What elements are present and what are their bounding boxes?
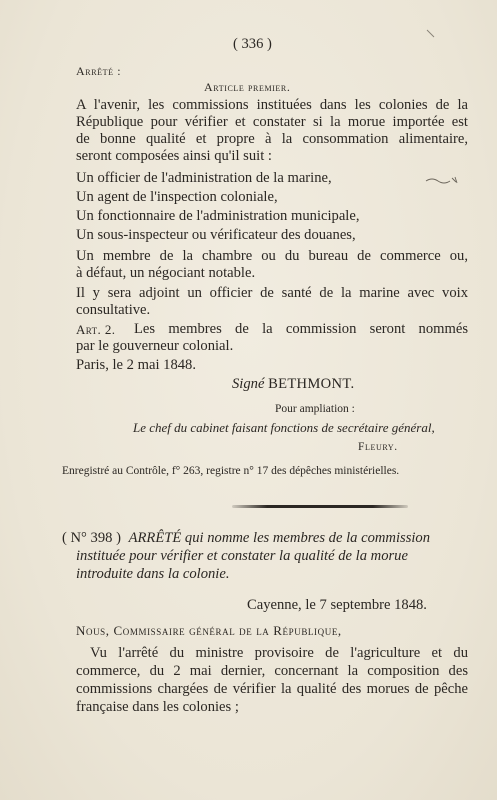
- member-5-line: à défaut, un négociant notable.: [76, 265, 256, 281]
- signed-name: BETHMONT.: [268, 376, 355, 392]
- member-line: Un sous-inspecteur ou vérificateur des douanes,: [76, 227, 356, 243]
- vu-line: française dans les colonies ;: [76, 699, 239, 715]
- signature-line: [232, 376, 354, 393]
- margin-tick-mark: [425, 28, 437, 40]
- article-heading: Article premier.: [204, 80, 291, 94]
- member-5-line: Un membre de la chambre ou du bureau de commerce ou,: [76, 248, 468, 264]
- margin-ink-mark: [422, 174, 462, 186]
- section-divider: [232, 505, 408, 508]
- decree-number: ( N° 398 ): [62, 530, 121, 546]
- member-line: Un fonctionnaire de l'administration municipale,: [76, 208, 360, 224]
- member-line: Un agent de l'inspection coloniale,: [76, 189, 278, 205]
- cayenne-date: Cayenne, le 7 septembre 1848.: [247, 597, 427, 613]
- vu-line: Vu l'arrêté du ministre provisoire de l'agriculture et du: [90, 645, 468, 661]
- ampliation-label: Pour ampliation :: [275, 403, 355, 415]
- paragraph-1-line: République pour vérifier et constater si la morue importée est: [76, 114, 468, 130]
- page-number: ( 336 ): [233, 36, 272, 52]
- chef-name: Fleury.: [358, 441, 398, 453]
- article-2-line: Les membres de la commission seront nommés: [134, 321, 468, 337]
- decree-title-text: ARRÊTÉ qui nomme les membres de la commission: [128, 530, 431, 546]
- article-2-line: par le gouverneur colonial.: [76, 338, 234, 354]
- vu-line: commerce, du 2 mai dernier, concernant la composition des: [76, 663, 468, 679]
- member-line: Un officier de l'administration de la marine,: [76, 170, 332, 186]
- chef-title: Le chef du cabinet faisant fonctions de secrétaire général,: [133, 420, 435, 435]
- place-date: Paris, le 2 mai 1848.: [76, 357, 196, 373]
- paragraph-2-line: consultative.: [76, 302, 151, 318]
- paragraph-1-line: seront composées ainsi qu'il suit :: [76, 148, 272, 164]
- signed-label: Signé: [232, 376, 265, 392]
- decree-title-line-1: [62, 530, 430, 547]
- nous-line: Nous, Commissaire général de la République,: [76, 623, 342, 638]
- decree-title-line: introduite dans la colonie.: [76, 566, 230, 582]
- paragraph-1-line: de bonne qualité et propre à la consommation alimentaire,: [76, 131, 468, 147]
- decree-title-line: instituée pour vérifier et constater la qualité de la morue: [76, 548, 408, 564]
- paragraph-1-line: A l'avenir, les commissions instituées dans les colonies de la: [76, 97, 468, 113]
- paragraph-2-line: Il y sera adjoint un officier de santé de la marine avec voix: [76, 285, 468, 301]
- article-2-label: Art. 2.: [76, 322, 116, 337]
- vu-line: commissions chargées de vérifier la qualité des morues de pêche: [76, 681, 468, 697]
- registration-note: Enregistré au Contrôle, f° 263, registre n° 17 des dépêches ministérielles.: [62, 465, 400, 477]
- arrete-heading: Arrêté :: [76, 64, 122, 78]
